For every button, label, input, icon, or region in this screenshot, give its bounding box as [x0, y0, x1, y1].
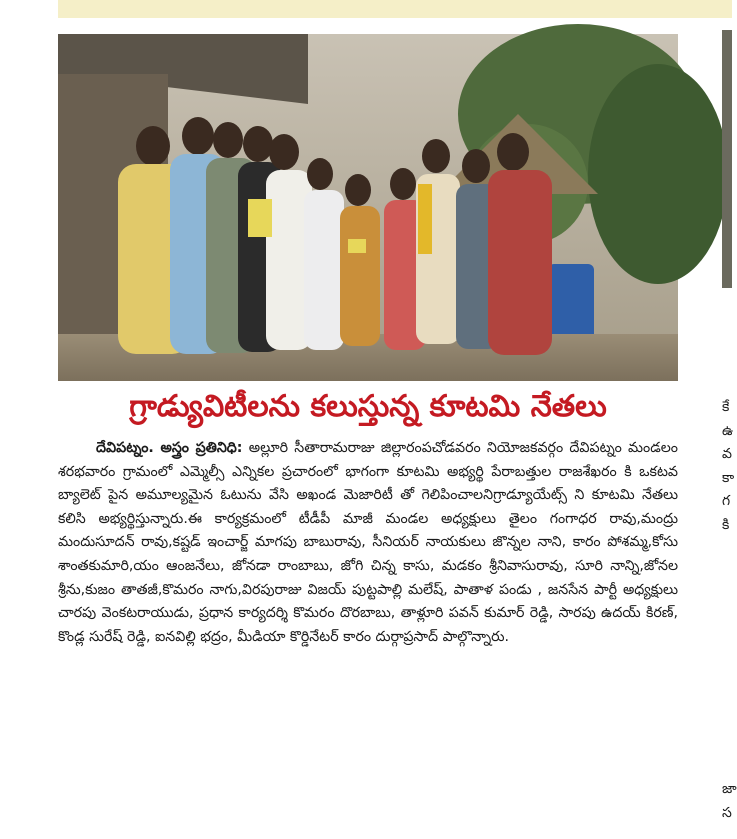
dateline: దేవిపట్నం. అస్త్రం ప్రతినిధి:: [96, 440, 243, 456]
side-fragment: స: [722, 804, 732, 821]
article-text: అల్లూరి సీతారామరాజు జిల్లారంపచోడవరం నియోజకవర్గం దేవిపట్నం మండలం శరభవారం గ్రామంలో ఎమ్మెల్సీ ఎన్నికల ప్రచారంలో భాగంగా కూటమి అభ్యర్థి పేరాబత్తుల రాజశేఖరం కి ఒకటవ బ్యాలెట్ పైన అమూల్యమైన ఓటును వేసి అఖండ మెజారిటీ తో గెలిపించాలనిగ్రాడ్యూయేట్స్ ని కూటమి నేతలు కలిసి అభ్యర్థిస్తున్నారు.ఈ కార్యక్రమంలో టీడీపీ మాజీ మండల అధ్యక్షులు తైలం గంగాధర రావు,మంద్రు మందుసూదన్ రావు,కష్టడ్ ఇంచార్జ్ మాగపు బాబురావు, సీనియర్ నాయకులు జొన్నల నాని, కారం పోశమ్మ,కోసు శాంతకుమారి,యం ఆంజనేలు, జోనడా రాంబాబు, జోగి చిన్న కాసు, మడకం శ్రీనివాసురావు, సూరి నాన్ని,జోనల శ్రీను,కుజం తాతజీ,కొమరం నాగు,విరపురాజు విజయ్ పుట్టపాల్లి మలేష్, పాతాళ పండు , జనసేన పార్టీ అధ్యక్షులు చారపు వెంకటరాయుడు, ప్రధాన కార్యదర్శి కొమరం దొరబాబు, తాళ్లూరి పవన్ కుమార్ రెడ్డి, సారపు ఉదయ్ కిరణ్, కొండ్ల సురేష్ రెడ్డి, ఐనవిల్లి భద్రం, మీడియా కొర్డినేటర్ కారం దుర్గాప్రసాద్ పాల్గొన్నారు.: [58, 440, 678, 645]
side-fragment: కి: [722, 516, 730, 533]
top-banner-strip: [58, 0, 732, 18]
side-fragment: వ: [722, 446, 732, 463]
side-fragment: కా: [722, 469, 735, 486]
headline: గ్రాడ్యువిటీలను కలుస్తున్న కూటమి నేతలు: [129, 389, 607, 424]
side-fragment: ఉ: [722, 422, 734, 439]
adjacent-column-bottom: [722, 778, 737, 825]
adjacent-photo-edge: [722, 30, 732, 288]
side-fragment: గ: [722, 493, 731, 510]
article-body: [58, 437, 678, 649]
side-fragment: జా: [722, 781, 737, 797]
news-photo: [58, 34, 678, 381]
adjacent-column-top: [722, 396, 734, 538]
side-fragment: కే: [722, 399, 730, 415]
group-photo-icon: [58, 34, 678, 381]
